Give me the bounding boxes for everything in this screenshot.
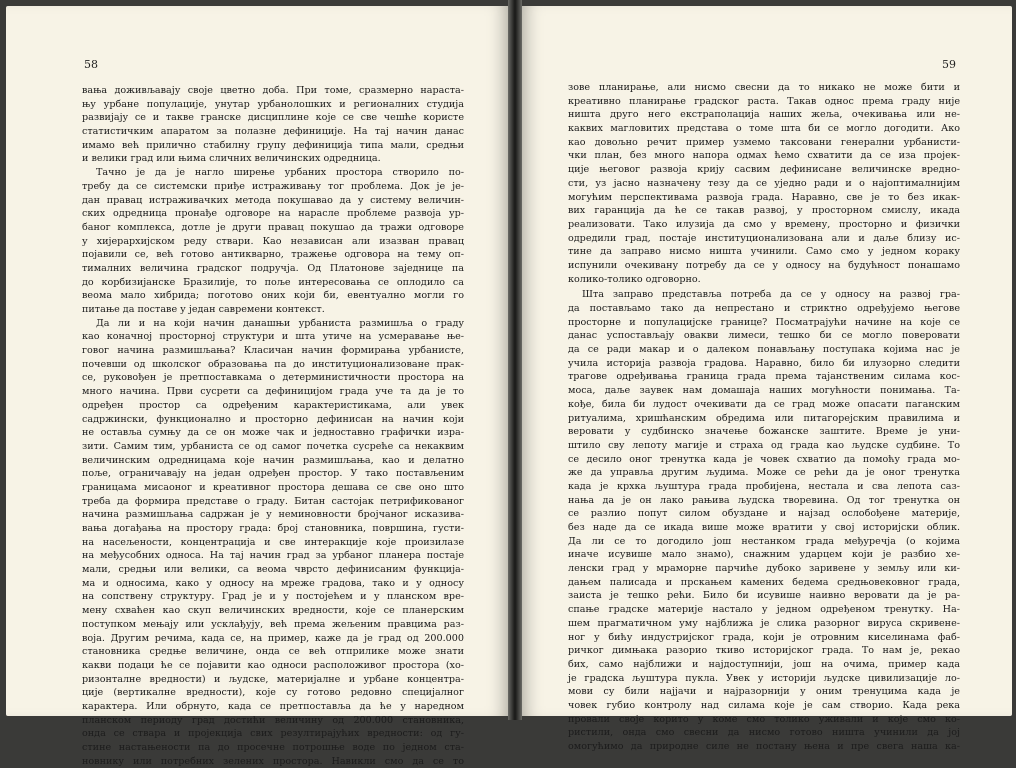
text-line: дањем палисада и прскањем камених бедема средњовековног града,	[568, 576, 960, 588]
text-line: до корбизијанске Бразилије, то поље интересовања се оплодило са	[82, 276, 464, 288]
text-line: човек губио контролу над силама које је сам створио. Када река	[568, 699, 960, 711]
text-line: онда се ствара и пројекција свих резултирајућих вредности: од гу-	[82, 728, 464, 740]
right-page-number: 59	[942, 58, 956, 71]
text-line: моса, даље заувек нам домашаја наших могућности понимања. Та-	[568, 385, 960, 397]
text-line: Да ли и на који начин данашњи урбаниста размишља о граду	[96, 317, 464, 329]
text-line: се десило оног тренутка када је човек схватио да помоћу града мо-	[568, 453, 960, 465]
text-line: као довољно речит пример узмемо таксовани генерални урбанисти-	[568, 136, 960, 148]
text-line: статистичким апаратом за полазне дефиниције. На тај начин данас	[82, 126, 464, 138]
text-line: начина размишљања садржан је у неминовности бројчаног исказива-	[82, 509, 464, 521]
text-line: Тачно је да је нагло ширење урбаних простора створило по-	[96, 167, 464, 179]
text-line: имамо већ прилично стабилну групу дефиниција типа мали, средњи	[82, 139, 464, 151]
text-line: зити. Самим тим, урбаниста се од самог почетка сусреће са некаквим	[82, 440, 464, 452]
right-page	[522, 6, 1012, 752]
text-line: садржински, функционално и просторно дефинисан на начин који	[82, 413, 464, 425]
text-line: величинским одредницама које начин размишљања, као и делатно	[82, 454, 464, 466]
text-line: на сопствену структуру. Град је и у постојећем и у планском вре-	[82, 591, 464, 603]
text-line: планском периоду град достићи величину од 200.000 становника,	[82, 714, 464, 726]
text-line: же да управља другим људима. Може се рећи да је оног тренутка	[568, 467, 960, 479]
text-line: се разлио попут силом обуздане и најзад ослобођене материје,	[568, 508, 960, 520]
text-line: Шта заправо представља потреба да се у односу на развој гра-	[582, 289, 960, 301]
text-line: на међусобних односа. На тај начин град за урбаног планера постаје	[82, 550, 464, 562]
text-line: одредили град, постаје институционализована али и даље близу ис-	[568, 232, 960, 244]
text-line: ричког димњака разорио ткиво историјског града. То нам је, рекао	[568, 645, 960, 657]
text-line: поступком мењају или усклађују, већ према жељеним правцима раз-	[82, 618, 464, 630]
text-line: колико-толико одговорно.	[568, 273, 701, 285]
text-line: мали, средњи или велики, са веома чврсто дефинисаним функција-	[82, 564, 464, 576]
text-line: реализовати. Тако илузија да смо у времену, просторно и физички	[568, 218, 960, 230]
text-line: ног у бићу индустријског града, који је отровним киселинама фаб-	[568, 631, 960, 643]
text-line: каквих магловитих представа о томе шта би се могло догодити. Ако	[568, 123, 960, 135]
text-line: је градска љуштура пукла. Увек у историји људске цивилизације ло-	[568, 672, 960, 684]
text-line: њу урбане популације, унутар урбанолошких и регионалних студија	[82, 98, 464, 110]
text-line: штило сву лепоту магије и страха од града као људске судбине. То	[568, 439, 960, 451]
text-line: учила историја развоја градова. Наравно, било би илузорно следити	[568, 357, 960, 369]
text-line: шем прагматичном уму најближа је слика разорног вируса скривене-	[568, 617, 960, 629]
text-line: много начина. Први сусрети са дефиницијом града уче та да је то	[82, 386, 464, 398]
text-line: баног комплекса, дотле је други правац покушао да тражи одговоре	[82, 221, 464, 233]
text-line: на насељености, концентрација и све интеракције које произилазе	[82, 536, 464, 548]
text-line: да се ради макар и о далеком понављању поступака којима нас је	[568, 344, 960, 356]
text-line: требу да се системски приђе истраживању тог проблема. Док је је-	[82, 180, 464, 192]
text-line: и велики град или њима сличних величинских одредница.	[82, 153, 381, 165]
left-page-number: 58	[84, 58, 98, 71]
text-line: треба да формира представе о граду. Битан састојак петрификованог	[82, 495, 464, 507]
text-line: ских одредница пронађе одговоре на нарасле проблеме развоја ур-	[82, 208, 464, 220]
text-line: омогућимо да природне силе не постану њена и пре свега наша ка-	[568, 741, 960, 752]
text-line: заиста је тешко рећи. Било би исувише наивно веровати да је ра-	[568, 590, 960, 602]
text-line: какви подаци ће се појавити као односи расположивог простора (хо-	[82, 659, 464, 671]
text-line: појавили се, већ готово антикварно, тражење одговора на тему оп-	[82, 249, 464, 261]
text-line: као коначној просторној структури и шта утиче на усмеравање ње-	[82, 331, 464, 343]
text-line: становника средње величине, онда се већ отприлике може знати	[82, 646, 464, 658]
text-line: дан правац истраживачких метода покушавао да у систему величин-	[82, 194, 464, 206]
text-line: бих, само најближи и најдоступнији, још на очима, пример када	[568, 658, 960, 670]
text-line: кође, била би лудост очекивати да се град може опасати паганским	[568, 398, 960, 410]
text-line: ције његовог развоја крију сасвим дефинисане величинске вредно-	[568, 164, 960, 176]
text-line: почевши од школског образовања па до институционализоване прак-	[82, 358, 464, 370]
text-line: данас успостављају овакви лимеси, тешко би се могло поверовати	[568, 330, 960, 342]
text-line: веома мало хибрида; поготово оних који би, евентуално могли го	[82, 290, 464, 302]
text-line: креативно планирање градског раста. Такав однос према граду није	[568, 95, 960, 107]
text-line: ритуалима, хришћанским обредима или питагорејским правилима и	[568, 412, 960, 424]
text-line: испунили очекивану потребу да се у односу на будућност понашамо	[568, 259, 960, 271]
text-line: карактера. Или обрнуто, када се претпоставља да ће у наредном	[82, 700, 464, 712]
text-line: ристили, онда смо свесни да нисмо готово ништа учинили да јој	[568, 727, 960, 739]
text-line: поље, ограничавају на један одређен простор. У тако постављеним	[82, 468, 464, 480]
text-line: тималних величина градског подручја. Од Платонове заједнице па	[82, 262, 464, 274]
text-line: веровати у судбинско значење божанске заштите. Време је уни-	[568, 426, 960, 438]
left-page-body-text	[82, 84, 464, 768]
text-line: ције (вертикалне вредности), које су готово редовно специјалног	[82, 687, 464, 699]
text-line: нања да је он лако рањива људска творевина. Од тог тренутка он	[568, 494, 960, 506]
text-line: сти, уз јасно назначену тезу да се уједно ради и о најоптималнијим	[568, 177, 960, 189]
text-line: вања догађања на простору града: број становника, површина, густи-	[82, 523, 464, 534]
text-line: мови су били најјачи и најразорнији у оним тренуцима када је	[568, 686, 960, 698]
text-line: развијају се и такве гранске дисциплине које се све чешће користе	[82, 112, 464, 124]
text-line: провали своје корито у коме смо толико уживали и које смо ко-	[568, 713, 960, 725]
text-line: не оставља сумњу да се он може чак и једноставно графички изра-	[82, 427, 464, 439]
text-line: воја. Другим речима, када се, на пример, каже да је град од 200.000	[82, 632, 464, 644]
text-line: новнику или потребних зелених простора. Навикли смо да се то	[82, 755, 464, 767]
text-line: вања доживљавају своје цветно доба. При томе, сразмерно нараста-	[82, 85, 464, 96]
text-line: да постављамо тако да непрестано и стриктно одређујемо његове	[568, 303, 960, 314]
text-line: одређен простор са одређеним карактеристикама, али увек	[82, 399, 464, 411]
text-line: када је крхка љуштура града пробијена, нестала и сва лепота саз-	[568, 480, 960, 492]
text-line: спање градске материје настало у једном одређеном тренутку. На-	[568, 604, 960, 616]
left-page	[6, 6, 508, 767]
text-line: Да ли се то догодило још нестанком града међуречја (о којима	[568, 535, 960, 547]
text-line: се, руковођен је претпоставкама о детерминистичности простора на	[82, 372, 464, 384]
text-line: ништа друго него екстраполација наших жеља, очекивања или не-	[568, 109, 960, 121]
text-line: стине настањености па до просечне потрошње воде по једном ста-	[82, 742, 464, 753]
text-line: вих гаранција да ће се такав развој, у просторном смислу, икада	[568, 205, 960, 217]
text-line: зове планирање, али нисмо свесни да то никако не може бити и	[568, 82, 960, 93]
text-line: питање да поставе у један савремени контекст.	[82, 304, 325, 315]
text-line: просторне и популацијске границе? Посматрајући начине на које се	[568, 316, 960, 328]
right-page-body-text	[568, 81, 960, 754]
text-line: ленски град у мраморне парчиће дубоко заривене у земљу или ки-	[568, 563, 960, 575]
text-line: границама мисаоног и креативног простора дешава се све оно што	[82, 481, 464, 493]
text-line: могућим перспективама развоја града. Наравно, све је то без икак-	[568, 191, 960, 203]
text-line: у хијерархијском реду ствари. Као независан али изазван правац	[82, 235, 464, 247]
text-line: тине да заправо нисмо ништа учинили. Само смо у једном кораку	[568, 246, 960, 258]
text-line: трагове одређивања граница града према тајанственим силама кос-	[568, 371, 960, 383]
text-line: без наде да се икада више може вратити у свој историјски облик.	[568, 522, 960, 533]
text-line: иначе исувише мало знамо), снажним ударцем који је разбио хе-	[568, 549, 960, 561]
text-line: ризонталне вредности) и људске, материјалне и урбане концентра-	[82, 673, 464, 685]
text-line: чки план, без много напора одмах ћемо схватити да се иза пројек-	[568, 150, 960, 162]
book-spine-gutter	[508, 0, 522, 720]
text-line: мену схваћен као скуп величинских вредности, које се планерским	[82, 605, 464, 617]
text-line: говог начина размишљања? Класичан начин формирања урбанисте,	[82, 345, 464, 357]
text-line: ма и односима, како у односу на мреже градова, тако и у односу	[82, 577, 464, 589]
